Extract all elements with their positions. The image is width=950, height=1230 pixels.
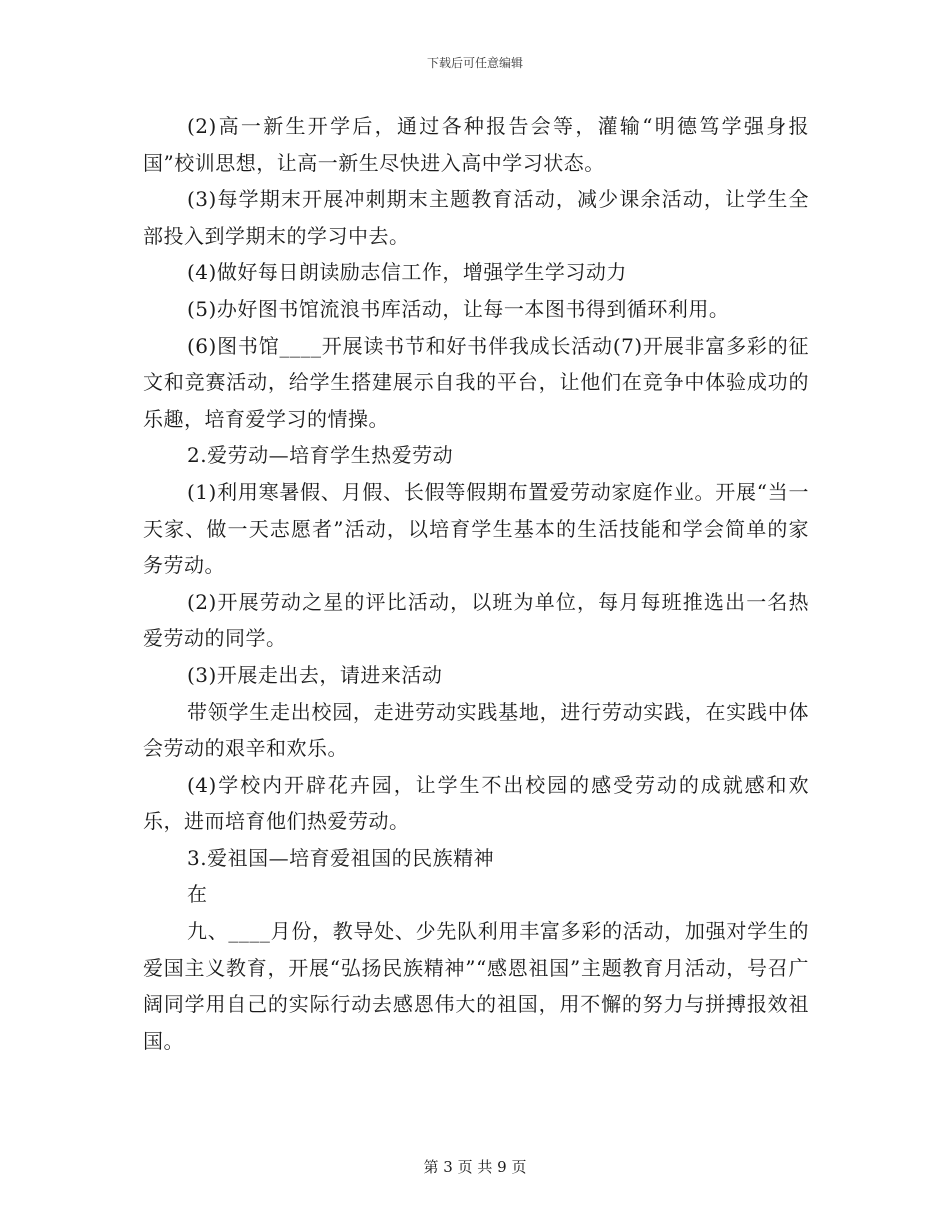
paragraph-12: 九、____月份，教导处、少先队利用丰富多彩的活动，加强对学生的爱国主义教育，开展“弘扬民族精神”“感恩祖国”主题教育月活动，号召广阔同学用自己的实际行动去感恩伟大的祖国，用不懈的努力与拼搏报效祖国。 [143, 919, 809, 1053]
paragraph-8: (3)开展走出去，请进来活动 [187, 662, 443, 687]
paragraph-4: (5)办好图书馆流浪书库活动，让每一本图书得到循环利用。 [187, 296, 730, 321]
paragraph-11: 在 [187, 882, 208, 907]
paragraph-5: (6)图书馆____开展读书节和好书伴我成长活动(7)开展非富多彩的征文和竞赛活动，给学生搭建展示自我的平台，让他们在竞争中体验成功的乐趣，培育爱学习的情操。 [143, 333, 809, 431]
document-body [143, 108, 809, 1059]
page-header-note: 下载后可任意编辑 [426, 56, 523, 70]
section-heading-love-labor: 2.爱劳动—培育学生热爱劳动 [187, 443, 454, 468]
paragraph-9: 带领学生走出校园，走进劳动实践基地，进行劳动实践，在实践中体会劳动的艰辛和欢乐。 [143, 699, 809, 761]
page-number: 第 3 页 共 9 页 [423, 1158, 527, 1176]
paragraph-2: (3)每学期末开展冲刺期末主题教育活动，减少课余活动，让学生全部投入到学期末的学习中去。 [143, 187, 809, 248]
paragraph-10: (4)学校内开辟花卉园，让学生不出校园的感受劳动的成就感和欢乐，进而培育他们热爱劳动。 [143, 772, 809, 834]
paragraph-7: (2)开展劳动之星的评比活动，以班为单位，每月每班推选出一名热爱劳动的同学。 [143, 589, 809, 651]
section-heading-love-country: 3.爱祖国—培育爱祖国的民族精神 [187, 845, 495, 870]
paragraph-6: (1)利用寒暑假、月假、长假等假期布置爱劳动家庭作业。开展“当一天家、做一天志愿者”活动，以培育学生基本的生活技能和学会简单的家务劳动。 [143, 479, 809, 578]
paragraph-1: (2)高一新生开学后，通过各种报告会等，灌输“明德笃学强身报国”校训思想，让高一新生尽快进入高中学习状态。 [143, 114, 809, 175]
paragraph-3: (4)做好每日朗读励志信工作，增强学生学习动力 [187, 260, 627, 285]
